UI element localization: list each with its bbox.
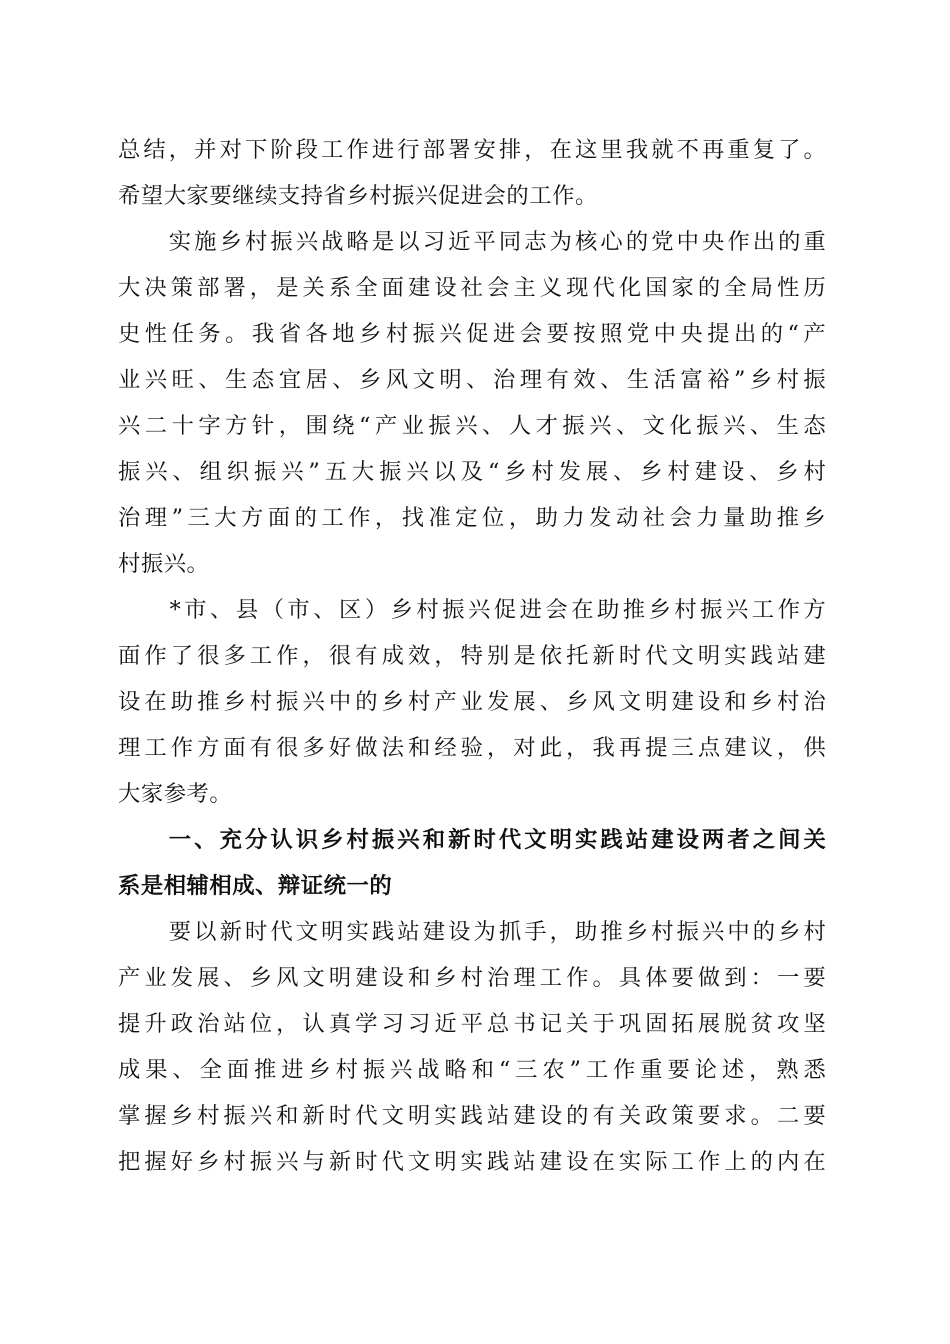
text-line: 大家参考。 [118,781,233,807]
text-line: 理 工 作 方 面 有 很 多 好 做 法 和 经 验 ， 对 此 ， 我 再 提 三 点 建 议 ， 供 [118,735,826,761]
paragraph-2 [118,219,826,587]
text-line: 要 以 新 时 代 文 明 实 践 站 建 设 为 抓 手 ， 助 推 乡 村 振 兴 中 的 乡 村 [168,919,826,945]
text-line: 村振兴。 [118,551,210,577]
document-page [118,127,826,1185]
text-line: 提 升 政 治 站 位 ， 认 真 学 习 习 近 平 总 书 记 关 于 巩 固 拓 展 脱 贫 攻 坚 [118,1011,826,1037]
text-line: 治 理 ” 三 大 方 面 的 工 作 ， 找 准 定 位 ， 助 力 发 动 社 会 力 量 助 推 乡 [118,505,826,531]
text-line: 把 握 好 乡 村 振 兴 与 新 时 代 文 明 实 践 站 建 设 在 实 际 工 作 上 的 内 在 [118,1149,826,1175]
paragraph-4 [118,909,826,1185]
text-line: * 市 、 县 （ 市 、 区 ） 乡 村 振 兴 促 进 会 在 助 推 乡 村 振 兴 工 作 方 [169,597,826,623]
paragraph-3 [118,587,826,817]
text-line: 业 兴 旺 、 生 态 宜 居 、 乡 风 文 明 、 治 理 有 效 、 生 活 富 裕 ” 乡 村 振 [118,367,826,393]
text-line: 实 施 乡 村 振 兴 战 略 是 以 习 近 平 同 志 为 核 心 的 党 中 央 作 出 的 重 [168,229,826,255]
text-line: 产 业 发 展 、 乡 风 文 明 建 设 和 乡 村 治 理 工 作 。 具 体 要 做 到 ： 一 要 [118,965,826,991]
heading-line: 一 、 充 分 认 识 乡 村 振 兴 和 新 时 代 文 明 实 践 站 建 设 两 者 之 间 关 [168,827,826,853]
text-line: 振 兴 、 组 织 振 兴 ” 五 大 振 兴 以 及 “ 乡 村 发 展 、 乡 村 建 设 、 乡 村 [118,459,826,485]
text-line: 史 性 任 务 。 我 省 各 地 乡 村 振 兴 促 进 会 要 按 照 党 中 央 提 出 的 “ 产 [118,321,826,347]
text-line: 希望大家要继续支持省乡村振兴促进会的工作。 [118,183,598,209]
text-line: 大 决 策 部 署 ， 是 关 系 全 面 建 设 社 会 主 义 现 代 化 国 家 的 全 局 性 历 [118,275,826,301]
paragraph-1 [118,127,826,219]
heading-line: 系是相辅相成、辩证统一的 [118,873,393,899]
text-line: 总 结 ， 并 对 下 阶 段 工 作 进 行 部 署 安 排 ， 在 这 里 我 就 不 再 重 复 了 。 [118,137,826,163]
section-heading-1 [118,817,826,909]
text-line: 成 果 、 全 面 推 进 乡 村 振 兴 战 略 和 “ 三 农 ” 工 作 重 要 论 述 ， 熟 悉 [118,1057,826,1083]
text-line: 面 作 了 很 多 工 作 ， 很 有 成 效 ， 特 别 是 依 托 新 时 代 文 明 实 践 站 建 [118,643,826,669]
text-line: 设 在 助 推 乡 村 振 兴 中 的 乡 村 产 业 发 展 、 乡 风 文 明 建 设 和 乡 村 治 [118,689,826,715]
text-line: 兴 二 十 字 方 针 ， 围 绕 “ 产 业 振 兴 、 人 才 振 兴 、 文 化 振 兴 、 生 态 [118,413,826,439]
text-line: 掌 握 乡 村 振 兴 和 新 时 代 文 明 实 践 站 建 设 的 有 关 政 策 要 求 。 二 要 [118,1103,826,1129]
